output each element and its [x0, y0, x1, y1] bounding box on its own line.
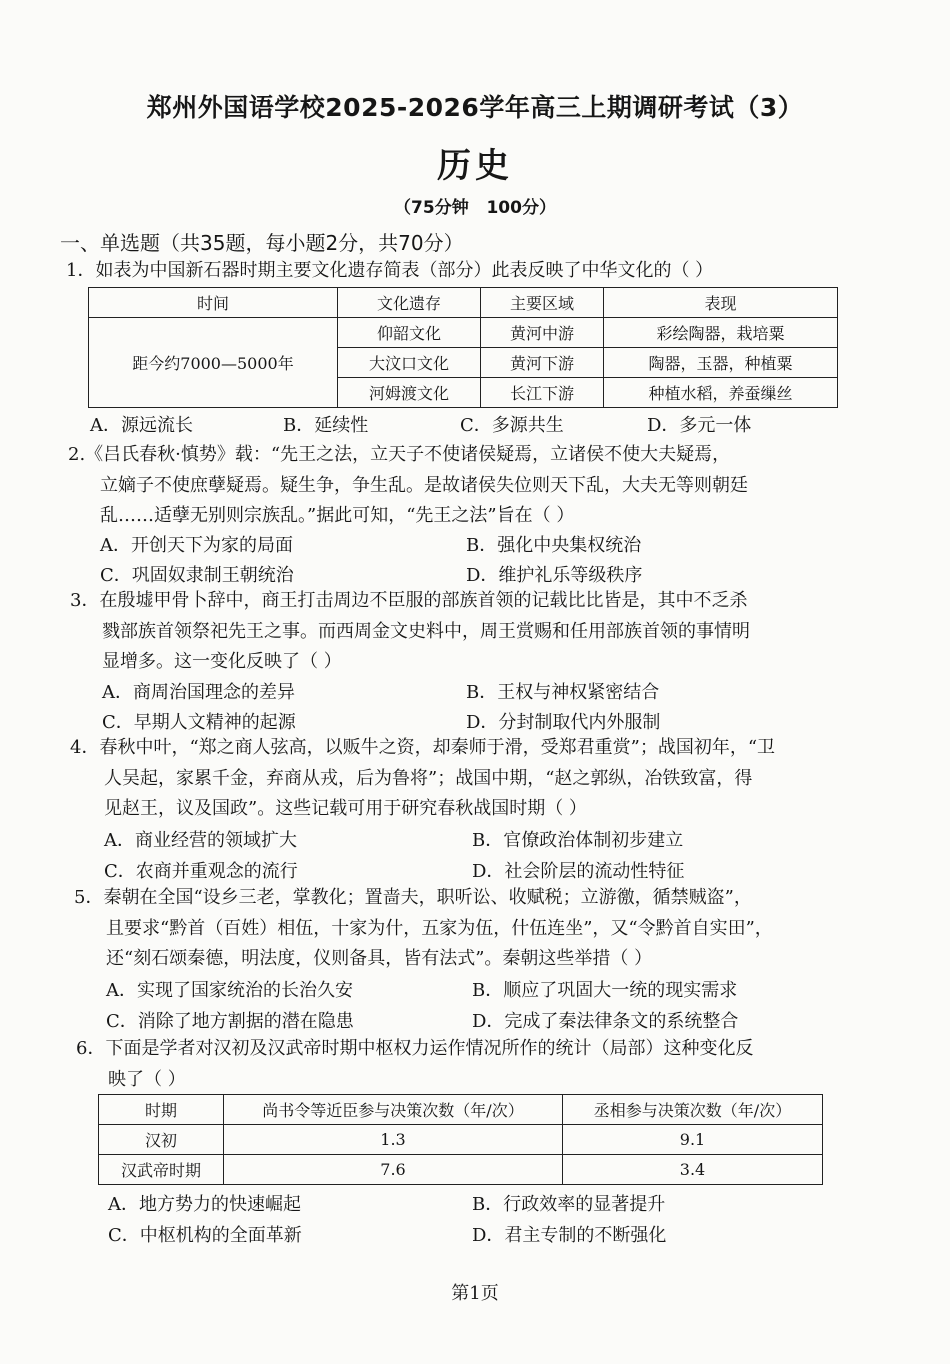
table-cell: 仰韶文化: [338, 318, 481, 348]
table-cell: 陶器，玉器，种植粟: [604, 348, 838, 378]
table-header-cell: 尚书令等近臣参与决策次数（年/次）: [224, 1095, 563, 1125]
table-cell: 黄河下游: [481, 348, 604, 378]
question-text-line: 2.《吕氏春秋·慎势》载：“先王之法，立天子不使诸侯疑焉，立诸侯不使大夫疑焉，: [68, 444, 731, 465]
option-c[interactable]: C．巩固奴隶制王朝统治: [100, 565, 294, 586]
question-2: [68, 440, 748, 532]
option-b[interactable]: B．强化中央集权统治: [466, 535, 642, 556]
table-cell: 3.4: [563, 1155, 823, 1185]
exam-duration: （75分钟 100分）: [394, 198, 556, 218]
table-header-row: [99, 1095, 823, 1125]
question-text-line: 映了（ ）: [108, 1068, 186, 1090]
subject-title: 历史: [437, 146, 513, 186]
option-b[interactable]: B．官僚政治体制初步建立: [472, 830, 684, 851]
question-6: [76, 1034, 753, 1095]
option-c[interactable]: C．中枢机构的全面革新: [108, 1225, 302, 1246]
question-5: [74, 883, 773, 975]
option-d[interactable]: D．多元一体: [647, 415, 752, 436]
option-a[interactable]: A．商业经营的领域扩大: [104, 830, 297, 851]
table-cell: 汉初: [99, 1125, 224, 1155]
question-text-line: 4．春秋中叶，“郑之商人弦高，以贩牛之资，却秦师于滑，受郑君重赏”；战国初年，“卫: [70, 737, 776, 758]
table-row: [99, 1125, 823, 1155]
question-4: [70, 733, 775, 825]
exam-title: 郑州外国语学校2025-2026学年高三上期调研考试（3）: [146, 93, 804, 122]
question-text-line: 还“刻石颂秦德，明法度，仪则备具，皆有法式”。秦朝这些举措（ ）: [106, 948, 653, 969]
table-cell: 种植水稻，养蚕缫丝: [604, 378, 838, 408]
option-d[interactable]: D．社会阶层的流动性特征: [472, 861, 685, 882]
section-heading: 一、单选题（共35题，每小题2分，共70分）: [60, 231, 464, 255]
option-a[interactable]: A．源远流长: [90, 415, 193, 436]
table-cell: 黄河中游: [481, 318, 604, 348]
question-text-line: 6．下面是学者对汉初及汉武帝时期中枢权力运作情况所作的统计（局部）这种变化反: [76, 1038, 754, 1059]
option-b[interactable]: B．行政效率的显著提升: [472, 1194, 666, 1215]
page-number: 第1页: [451, 1283, 499, 1304]
table-row: [99, 1155, 823, 1185]
table-row: [89, 318, 838, 348]
table-header-cell: 丞相参与决策次数（年/次）: [563, 1095, 823, 1125]
question-text-line: 戮部族首领祭祀先王之事。而西周金文史料中，周王赏赐和任用部族首领的事情明: [102, 620, 750, 642]
option-c[interactable]: C．农商并重观念的流行: [104, 861, 298, 882]
table-cell-period: 距今约7000—5000年: [89, 318, 338, 408]
table-header-row: [89, 288, 838, 318]
question-text-line: 1．如表为中国新石器时期主要文化遗存简表（部分）此表反映了中华文化的（ ）: [66, 260, 714, 281]
option-d[interactable]: D．维护礼乐等级秩序: [466, 565, 643, 586]
question-text-line: 显增多。这一变化反映了（ ）: [102, 651, 342, 672]
question-3: [70, 586, 750, 678]
power-table: [98, 1094, 823, 1185]
table-header-cell: 主要区域: [481, 288, 604, 318]
culture-table: [88, 287, 838, 408]
table-cell: 1.3: [224, 1125, 563, 1155]
question-text-line: 且要求“黔首（百姓）相伍，十家为什，五家为伍，什伍连坐”，又“令黔首自实田”，: [106, 917, 773, 939]
option-c[interactable]: C．早期人文精神的起源: [102, 712, 296, 733]
question-1: [66, 256, 713, 287]
option-a[interactable]: A．商周治国理念的差异: [102, 682, 295, 703]
table-cell: 汉武帝时期: [99, 1155, 224, 1185]
question-text-line: 5．秦朝在全国“设乡三老，掌教化；置啬夫，职听讼、收赋税；立游徼，循禁贼盗”，: [74, 887, 752, 908]
option-a[interactable]: A．实现了国家统治的长治久安: [106, 980, 353, 1001]
question-text-line: 见赵王，议及国政”。这些记载可用于研究春秋战国时期（ ）: [104, 798, 587, 819]
option-b[interactable]: B．王权与神权紧密结合: [466, 682, 660, 703]
option-c[interactable]: C．消除了地方割据的潜在隐患: [106, 1011, 354, 1032]
option-d[interactable]: D．完成了秦法律条文的系统整合: [472, 1011, 739, 1032]
question-text-line: 3．在殷墟甲骨卜辞中，商王打击周边不臣服的部族首领的记载比比皆是，其中不乏杀: [70, 590, 748, 611]
question-text-line: 立嫡子不使庶孽疑焉。疑生争，争生乱。是故诸侯失位则天下乱，大夫无等则朝廷: [100, 474, 748, 496]
table-header-cell: 时期: [99, 1095, 224, 1125]
option-d[interactable]: D．分封制取代内外服制: [466, 712, 661, 733]
table-cell: 7.6: [224, 1155, 563, 1185]
option-a[interactable]: A．地方势力的快速崛起: [108, 1194, 301, 1215]
question-text-line: 乱……适孽无别则宗族乱。”据此可知，“先王之法”旨在（ ）: [100, 505, 575, 526]
option-d[interactable]: D．君主专制的不断强化: [472, 1225, 667, 1246]
table-cell: 长江下游: [481, 378, 604, 408]
option-b[interactable]: B．顺应了巩固大一统的现实需求: [472, 980, 738, 1001]
table-cell: 9.1: [563, 1125, 823, 1155]
option-a[interactable]: A．开创天下为家的局面: [100, 535, 293, 556]
table-cell: 大汶口文化: [338, 348, 481, 378]
table-header-cell: 文化遗存: [338, 288, 481, 318]
question-text-line: 人吴起，家累千金，弃商从戎，后为鲁将”；战国中期，“赵之郭纵，冶铁致富，得: [104, 767, 753, 789]
table-cell: 彩绘陶器，栽培粟: [604, 318, 838, 348]
table-header-cell: 表现: [604, 288, 838, 318]
table-cell: 河姆渡文化: [338, 378, 481, 408]
option-b[interactable]: B．延续性: [283, 415, 369, 436]
table-header-cell: 时间: [89, 288, 338, 318]
option-c[interactable]: C．多源共生: [460, 415, 564, 436]
